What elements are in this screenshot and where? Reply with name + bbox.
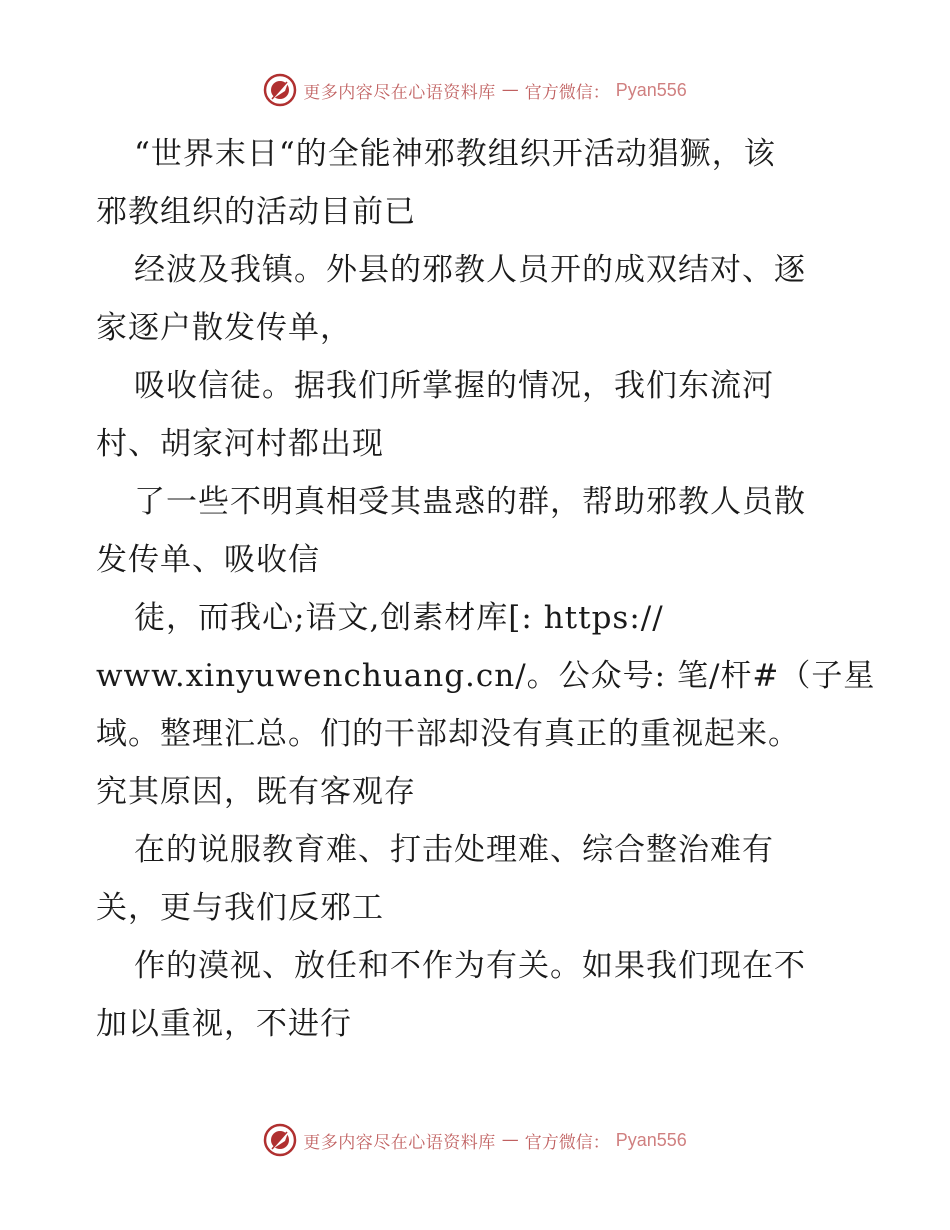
body-line: 家逐户散发传单， xyxy=(96,310,352,346)
body-line: www.xinyuwenchuang.cn/。公众号: 笔/杆#（子星 xyxy=(96,658,876,694)
body-line: 在的说服教育难、打击处理难、综合整治难有 xyxy=(134,832,774,868)
body-line: “世界末日“的全能神邪教组织开活动猖獗，该 xyxy=(134,136,776,172)
body-line: 关，更与我们反邪工 xyxy=(96,890,384,926)
quill-logo-icon xyxy=(263,1123,297,1157)
banner-dash: — xyxy=(501,1130,519,1150)
banner-wechat-label: 官方微信： xyxy=(524,82,610,103)
body-line: 经波及我镇。外县的邪教人员开的成双结对、逐 xyxy=(134,252,806,288)
banner-dash: — xyxy=(501,80,519,100)
header-banner xyxy=(0,70,950,110)
quill-logo-icon xyxy=(263,73,297,107)
body-line: 吸收信徒。据我们所掌握的情况，我们东流河 xyxy=(134,368,774,404)
banner-wechat-id: Pyan556 xyxy=(615,1129,687,1150)
body-line: 域。整理汇总。们的干部却没有真正的重视起来。 xyxy=(96,716,800,752)
document-body xyxy=(96,125,876,1053)
body-line: 邪教组织的活动目前已 xyxy=(96,194,416,230)
body-line: 作的漠视、放任和不作为有关。如果我们现在不 xyxy=(134,948,806,984)
body-line: 加以重视，不进行 xyxy=(96,1006,352,1042)
body-line: 究其原因，既有客观存 xyxy=(96,774,416,810)
body-line: 发传单、吸收信 xyxy=(96,542,320,578)
banner-wechat-label: 官方微信： xyxy=(524,1132,610,1153)
banner-wechat-id: Pyan556 xyxy=(615,79,687,100)
banner-site-text: 更多内容尽在心语资料库 xyxy=(303,82,496,103)
body-line: 村、胡家河村都出现 xyxy=(96,426,384,462)
body-line: 了一些不明真相受其蛊惑的群，帮助邪教人员散 xyxy=(134,484,806,520)
banner-site-text: 更多内容尽在心语资料库 xyxy=(303,1132,496,1153)
footer-banner xyxy=(0,1120,950,1160)
body-line: 徒，而我心;语文,创素材库[: https:// xyxy=(134,600,664,636)
